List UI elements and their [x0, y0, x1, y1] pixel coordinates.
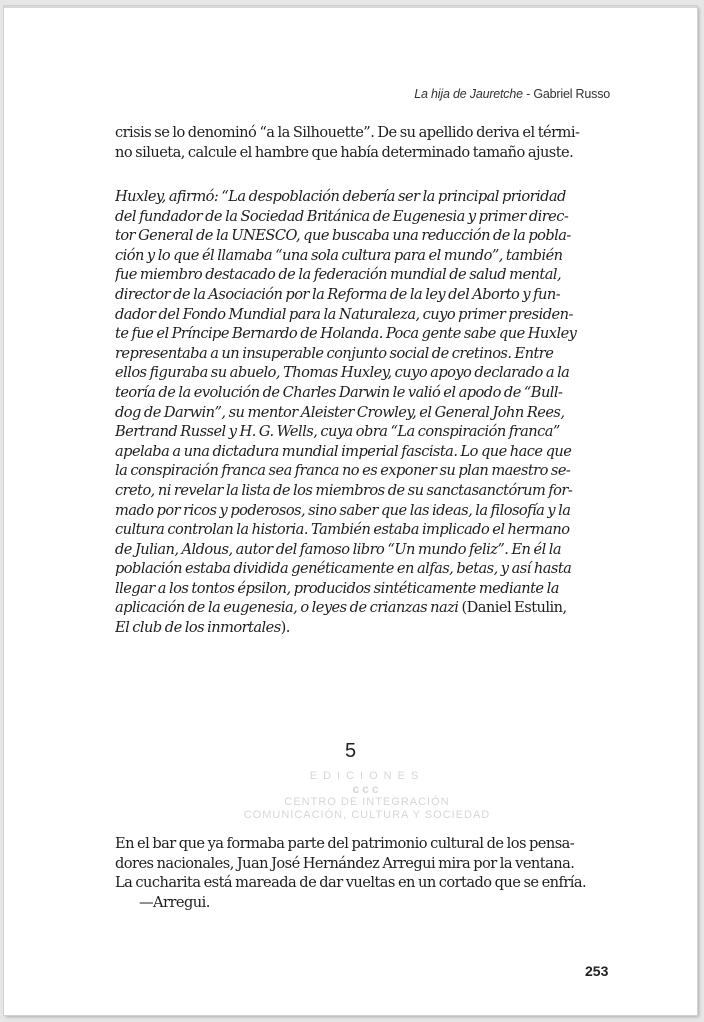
quote-paragraph	[115, 187, 619, 638]
text-line: dores nacionales, Juan José Hernández Arregui mira por la ventana.	[115, 854, 575, 872]
text-line: En el bar que ya formaba parte del patrimonio cultural de los pensa-	[115, 835, 575, 852]
text-line: te fue el Príncipe Bernardo de Holanda. Poca gente sabe que Huxley	[115, 325, 577, 343]
page-number: 253	[585, 963, 609, 979]
quote-end: aplicación de la eugenesia, o leyes de crianzas nazi	[115, 599, 459, 617]
text-line	[115, 598, 619, 618]
paragraph-1	[115, 123, 619, 162]
text-line: apelaba a una dictadura mundial imperial fascista. Lo que hace que	[115, 442, 572, 460]
text-line: población estaba dividida genéticamente en alfas, betas, y así hasta	[115, 560, 572, 578]
watermark-centro: CENTRO DE INTEGRACIÓN	[284, 796, 450, 808]
text-line: la conspiración franca sea franca no es exponer su plan maestro se-	[115, 462, 571, 480]
dialogue-line: —Arregui.	[139, 893, 210, 911]
watermark-ediciones: EDICIONES	[309, 770, 425, 782]
running-header	[414, 87, 610, 101]
citation-close: ).	[280, 619, 290, 637]
text-line: dador del Fondo Mundial para la Naturaleza, cuyo primer presiden-	[115, 305, 573, 323]
chapter-number: 5	[344, 740, 357, 762]
text-line: de Julian, Aldous, autor del famoso libro “Un mundo feliz”. En él la	[115, 540, 562, 558]
page-top-edge	[4, 6, 697, 8]
text-line: representaba a un insuperable conjunto social de cretinos. Entre	[115, 344, 554, 362]
paragraph-3	[115, 834, 619, 912]
text-line	[115, 618, 619, 638]
watermark-logo: ccc	[352, 782, 382, 796]
text-line: no silueta, calcule el hambre que había determinado tamaño ajuste.	[115, 143, 574, 161]
citation-author: (Daniel Estulin,	[458, 599, 567, 617]
text-line: ción y lo que él llamaba “una sola cultura para el mundo”, también	[115, 246, 563, 264]
text-line: creto, ni revelar la lista de los miembros de su sanctasanctórum for-	[115, 481, 573, 499]
text-line: La cucharita está mareada de dar vueltas en un cortado que se enfría.	[115, 874, 587, 892]
book-title: La hija de Jauretche	[414, 87, 523, 101]
text-line: del fundador de la Sociedad Británica de Eugenesia y primer direc-	[115, 207, 569, 225]
text-line: dog de Darwin”, su mentor Aleister Crowley, el General John Rees,	[115, 403, 565, 421]
text-line: crisis se lo denominó “a la Silhouette”. De su apellido deriva el térmi-	[115, 124, 580, 141]
text-line: tor General de la UNESCO, que buscaba una reducción de la pobla-	[115, 227, 571, 245]
text-line: Bertrand Russel y H. G. Wells, cuya obra “La conspiración franca”	[115, 423, 560, 441]
text-line: Huxley, afirmó: “La despoblación debería ser la principal prioridad	[115, 188, 566, 205]
text-line: fue miembro destacado de la federación mundial de salud mental,	[115, 266, 562, 284]
text-line: llegar a los tontos épsilon, producidos sintéticamente mediante la	[115, 579, 559, 597]
text-line: ellos figuraba su abuelo, Thomas Huxley, cuyo apoyo declarado a la	[115, 364, 570, 382]
citation-book-title: El club de los inmortales	[115, 619, 281, 637]
author-name: Gabriel Russo	[533, 87, 610, 101]
text-line: mado por ricos y poderosos, sino saber que las ideas, la filosofía y la	[115, 501, 571, 519]
text-line: cultura controlan la historia. También estaba implicado el hermano	[115, 521, 570, 539]
text-line: teoría de la evolución de Charles Darwin le valió el apodo de “Bull-	[115, 383, 563, 401]
watermark	[115, 770, 619, 826]
text-line: director de la Asociación por la Reforma de la ley del Aborto y fun-	[115, 285, 561, 303]
book-page	[4, 6, 697, 1015]
watermark-subtitle: COMUNICACIÓN, CULTURA Y SOCIEDAD	[243, 809, 491, 821]
header-separator: -	[522, 87, 534, 101]
